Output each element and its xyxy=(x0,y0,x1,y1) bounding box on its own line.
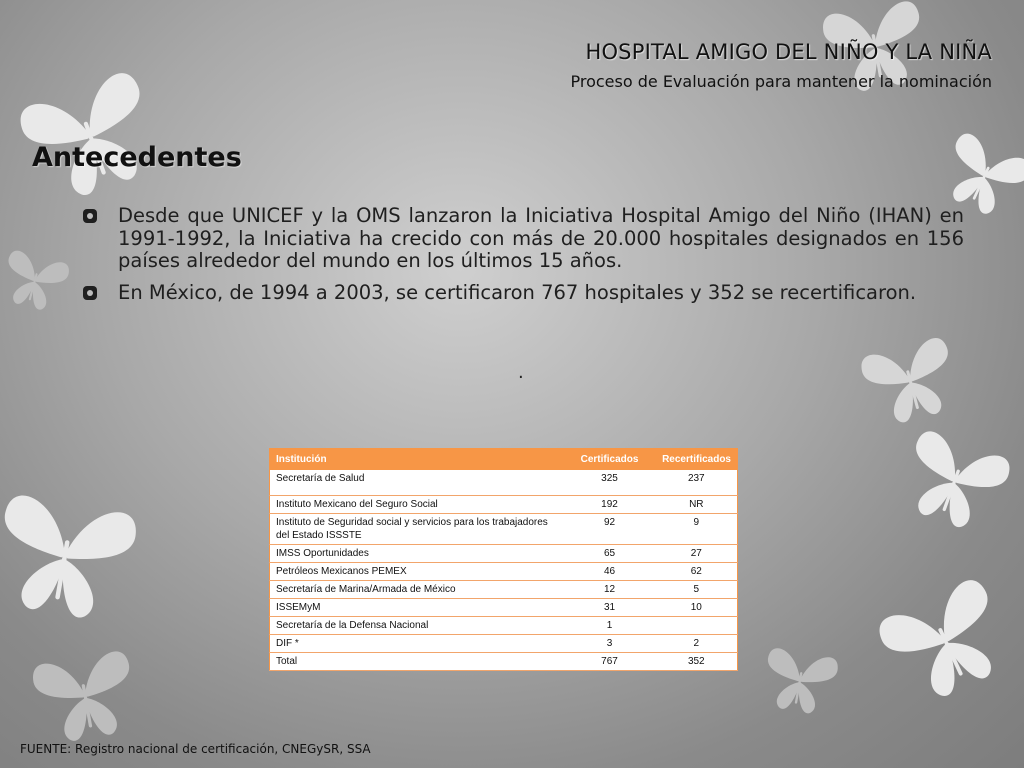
butterfly-decoration-icon xyxy=(0,458,154,651)
butterfly-decoration-icon xyxy=(0,232,79,327)
bullet-list xyxy=(80,205,964,313)
butterfly-decoration-icon xyxy=(0,41,181,230)
cell-certified: 92 xyxy=(563,514,655,545)
cell-recertified: 2 xyxy=(656,635,738,653)
cell-recertified: 10 xyxy=(656,599,738,617)
table-row xyxy=(270,635,738,653)
cell-institution: Secretaría de la Defensa Nacional xyxy=(270,617,564,635)
cell-certified: 46 xyxy=(563,563,655,581)
butterfly-decoration-icon xyxy=(754,634,847,727)
cell-institution: IMSS Oportunidades xyxy=(270,545,564,563)
cell-certified: 767 xyxy=(563,653,655,671)
column-header-certified: Certificados xyxy=(563,449,655,470)
slide-title: HOSPITAL AMIGO DEL NIÑO Y LA NIÑA xyxy=(585,40,992,64)
table-row xyxy=(270,514,738,545)
table-row xyxy=(270,617,738,635)
cell-institution: Petróleos Mexicanos PEMEX xyxy=(270,563,564,581)
table-row xyxy=(270,563,738,581)
bullet-text: En México, de 1994 a 2003, se certificaron 767 hospitales y 352 se recertificaron. xyxy=(118,280,917,304)
butterfly-decoration-icon xyxy=(21,631,148,758)
cell-certified: 3 xyxy=(563,635,655,653)
institutions-table xyxy=(269,448,738,671)
bullet-ring-icon xyxy=(82,285,98,301)
bullet-ring-icon xyxy=(82,208,98,224)
table-row xyxy=(270,496,738,514)
cell-certified: 325 xyxy=(563,470,655,496)
bullet-text: Desde que UNICEF y la OMS lanzaron la Iniciativa Hospital Amigo del Niño (IHAN) en 1991-1992, la Iniciativa ha crecido con más de 20.000 hospitales designados en 156 países alrededor del mundo en los últimos 15 años. xyxy=(118,204,964,272)
table-row xyxy=(270,599,738,617)
cell-certified: 1 xyxy=(563,617,655,635)
table-row xyxy=(270,581,738,599)
table-header-row xyxy=(270,449,738,470)
stray-dot: . xyxy=(518,362,524,383)
cell-recertified: NR xyxy=(656,496,738,514)
cell-institution: Total xyxy=(270,653,564,671)
cell-institution: Secretaría de Marina/Armada de México xyxy=(270,581,564,599)
cell-certified: 12 xyxy=(563,581,655,599)
source-footer: FUENTE: Registro nacional de certificación, CNEGySR, SSA xyxy=(20,742,371,756)
cell-institution: ISSEMyM xyxy=(270,599,564,617)
slide-subtitle: Proceso de Evaluación para mantener la nominación xyxy=(570,72,992,91)
table-row-total xyxy=(270,653,738,671)
cell-recertified: 27 xyxy=(656,545,738,563)
section-title: Antecedentes xyxy=(32,142,242,173)
cell-recertified: 237 xyxy=(656,470,738,496)
cell-certified: 31 xyxy=(563,599,655,617)
cell-institution: Secretaría de Salud xyxy=(270,470,564,496)
cell-recertified: 62 xyxy=(656,563,738,581)
column-header-recertified: Recertificados xyxy=(656,449,738,470)
cell-institution: DIF * xyxy=(270,635,564,653)
cell-recertified: 9 xyxy=(656,514,738,545)
cell-recertified: 5 xyxy=(656,581,738,599)
bullet-item xyxy=(80,205,964,273)
cell-certified: 65 xyxy=(563,545,655,563)
column-header-institution: Institución xyxy=(270,449,564,470)
cell-institution: Instituto de Seguridad social y servicios para los trabajadores del Estado ISSSTE xyxy=(270,514,564,545)
cell-institution: Instituto Mexicano del Seguro Social xyxy=(270,496,564,514)
cell-certified: 192 xyxy=(563,496,655,514)
slide-header xyxy=(522,40,992,93)
cell-recertified: 352 xyxy=(656,653,738,671)
table-row xyxy=(270,470,738,496)
table-row xyxy=(270,545,738,563)
bullet-item xyxy=(80,282,964,305)
butterfly-decoration-icon xyxy=(857,549,1024,731)
cell-recertified xyxy=(656,617,738,635)
